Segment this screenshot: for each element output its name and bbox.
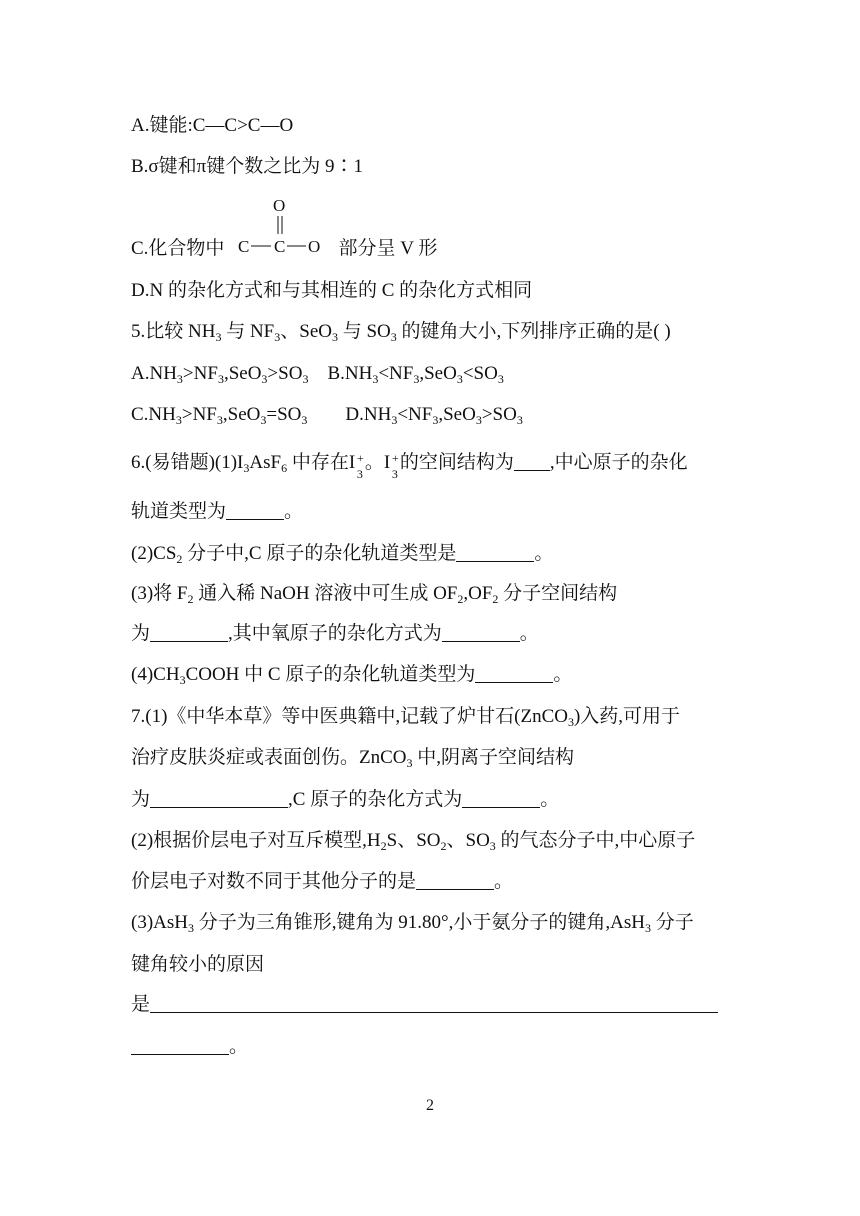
answer-blank[interactable] bbox=[150, 994, 718, 1013]
answer-blank[interactable] bbox=[416, 871, 494, 890]
question-7-part-2: (2)根据价层电子对互斥模型$,H_2S$、$SO_2$、$SO_3$ 的气态分子中,中心原子 bbox=[131, 830, 696, 853]
question-7-part-1: 7.(1)《中华本草》等中医典籍中,记载了炉甘石(ZnCO$_3$)入药,可用于 bbox=[131, 706, 681, 729]
question-7-part-2-cont: 价层电子对数不同于其他分子的是 。 bbox=[131, 871, 514, 892]
question-5-options-ab: $A.NH_3>NF_3,SeO_3>SO_3$ $B.NH_3<NF_3,SeO_3<SO_3$ bbox=[131, 363, 504, 386]
question-7-part-3: (3)AsH$_3$ 分子为三角锥形,键角为 91.80°,小于氨分子的键角,AsH$_3$ 分子 bbox=[131, 912, 694, 935]
answer-blank[interactable] bbox=[131, 1036, 229, 1055]
question-6-part-4: $(4)CH_3COOH$ 中 C 原子的杂化轨道类型为 。 bbox=[131, 664, 573, 687]
page-number: 2 bbox=[426, 1097, 434, 1114]
answer-blank[interactable] bbox=[456, 543, 534, 562]
question-6-part-3-cont: 为 ,其中氧原子的杂化方式为 。 bbox=[131, 623, 539, 644]
question-7-part-3-cont: 键角较小的原因 bbox=[131, 954, 265, 975]
structure-c-center: C bbox=[274, 237, 286, 256]
answer-blank[interactable] bbox=[150, 789, 288, 808]
question-7-part-1-cont: 治疗皮肤炎症或表面创伤。ZnCO$_3$ 中,阴离子空间结构 bbox=[131, 747, 575, 770]
question-6-part-1-cont: 轨道类型为 。 bbox=[131, 501, 304, 522]
structure-c-left: C bbox=[238, 237, 250, 256]
option-b-text: B.σ键和π键个数之比为 9∶1 bbox=[131, 156, 364, 177]
answer-blank[interactable] bbox=[150, 623, 228, 642]
question-6-part-2: $(2)CS_2$ 分子中,C 原子的杂化轨道类型是 。 bbox=[131, 543, 554, 566]
answer-blank[interactable] bbox=[226, 501, 284, 520]
question-5: 5.比较 $NH_3$ 与 $NF_3$、SeO$_3$ 与 $SO_3$ 的键角大小,下列排序正确的是( ) bbox=[131, 321, 671, 344]
question-7-part-3-answer-cont: 。 bbox=[131, 1035, 248, 1059]
option-d-text: D.N 的杂化方式和与其相连的 C 的杂化方式相同 bbox=[131, 280, 533, 301]
question-5-options-cd: $C.NH_3>NF_3,SeO_3=SO_3$ $D.NH_3<NF_3,SeO_3>SO_3$ bbox=[131, 404, 523, 427]
answer-blank[interactable] bbox=[514, 452, 550, 471]
option-b bbox=[131, 155, 363, 179]
carboxyl-structure-diagram bbox=[236, 192, 328, 264]
i3-plus-ion: I + 3 bbox=[383, 451, 399, 481]
question-6-part-3: (3)将 $F_2$ 通入稀 NaOH 溶液中可生成 $OF_2,OF_2$ 分子空间结构 bbox=[131, 583, 618, 606]
question-7-part-3-answer: 是 bbox=[131, 993, 718, 1017]
structure-o-right: O bbox=[308, 237, 321, 256]
option-c-text: C.化合物中 bbox=[131, 238, 225, 259]
structure-o-top: O bbox=[273, 196, 286, 215]
option-a bbox=[131, 114, 293, 138]
option-a-text: A.键能:C—C>C—O bbox=[131, 115, 294, 136]
answer-blank[interactable] bbox=[475, 664, 553, 683]
option-c-tail: 部分呈 V 形 bbox=[338, 238, 438, 259]
question-6-part-1: 6.(易错题)$(1)I_3AsF_6$ 中存在 I + 3 。 I + 3 的空间结构为 ,中心原子的杂化 bbox=[131, 451, 688, 481]
answer-blank[interactable] bbox=[442, 623, 520, 642]
question-7-part-1-answer: 为 ,C 原子的杂化方式为 。 bbox=[131, 789, 560, 810]
answer-blank[interactable] bbox=[462, 789, 540, 808]
i3-plus-ion: I + 3 bbox=[348, 451, 364, 481]
option-d bbox=[131, 279, 532, 303]
